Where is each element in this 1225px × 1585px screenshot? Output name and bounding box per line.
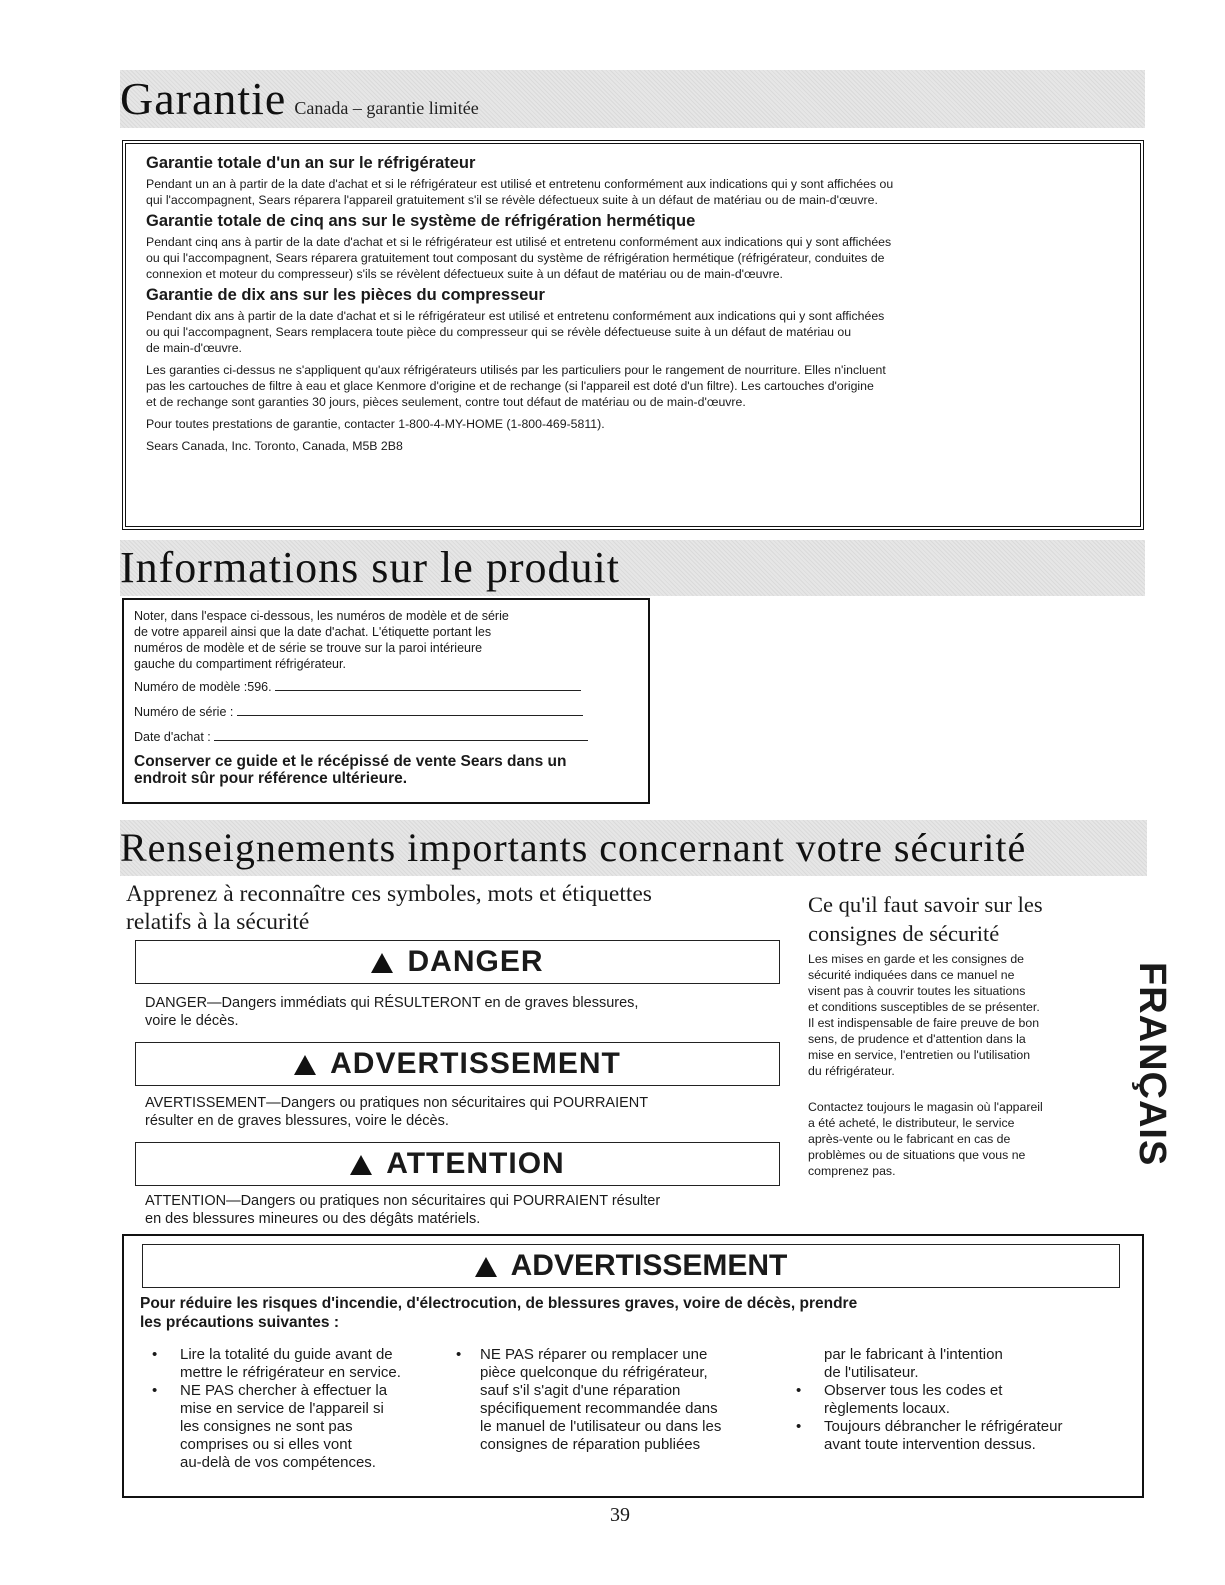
text-line: gauche du compartiment réfrigérateur. bbox=[134, 657, 346, 671]
warning-triangle-icon: ! bbox=[350, 1155, 372, 1175]
text-line: NE PAS chercher à effectuer la bbox=[180, 1382, 388, 1399]
safety-instructions-text-1 bbox=[808, 951, 1128, 1079]
text-line: sens, de prudence et d'attention dans la bbox=[808, 1032, 1026, 1046]
text-line: endroit sûr pour référence ultérieure. bbox=[134, 770, 408, 787]
text-line: règlements locaux. bbox=[824, 1400, 950, 1417]
bullet-icon: • bbox=[796, 1382, 802, 1399]
text-line: consignes de réparation publiées bbox=[480, 1436, 701, 1453]
text-line: visent pas à couvrir toutes les situations bbox=[808, 984, 1026, 998]
safety-banner bbox=[120, 820, 1147, 876]
text-line: de main-d'œuvre. bbox=[146, 341, 242, 355]
keep-guide-note bbox=[134, 753, 640, 787]
safety-banner-title: Renseignements importants concernant votre sécurité bbox=[120, 825, 1027, 870]
text-line: comprenez pas. bbox=[808, 1164, 896, 1178]
text-line: comprises ou si elles vont bbox=[180, 1436, 352, 1453]
warranty-note-exclusions bbox=[146, 362, 1128, 410]
bullet-icon: • bbox=[152, 1382, 158, 1399]
text-line: consignes de sécurité bbox=[808, 921, 1000, 946]
text-line: du réfrigérateur. bbox=[808, 1064, 895, 1078]
danger-signal-box bbox=[135, 940, 780, 984]
text-line: relatifs à la sécurité bbox=[126, 909, 310, 935]
caution-signal-box bbox=[135, 1142, 780, 1186]
text-line: Pendant cinq ans à partir de la date d'achat et si le réfrigérateur est utilisé et entretenu conformément aux indications qui y sont affichées bbox=[146, 235, 892, 249]
bullet-continuation bbox=[824, 1346, 1124, 1382]
text-line: les consignes ne sont pas bbox=[180, 1418, 353, 1435]
text-line: Noter, dans l'espace ci-dessous, les numéros de modèle et de série bbox=[134, 609, 509, 623]
danger-word: DANGER bbox=[407, 945, 544, 978]
caution-word: ATTENTION bbox=[386, 1147, 565, 1180]
bullet-item bbox=[152, 1382, 465, 1472]
warning-signal-box bbox=[135, 1042, 780, 1086]
bottom-warning-box bbox=[122, 1234, 1144, 1498]
warning-word: ADVERTISSEMENT bbox=[330, 1047, 621, 1080]
warranty-text-1 bbox=[146, 176, 1128, 208]
model-number-field[interactable] bbox=[275, 678, 581, 691]
text-line: qui l'accompagnent, Sears réparera l'appareil gratuitement s'il se révèle défectueux suite à un défaut de matériau ou de main-d'œuvre. bbox=[146, 193, 878, 207]
warranty-banner-subtitle: Canada – garantie limitée bbox=[294, 98, 479, 118]
text-line: mettre le réfrigérateur en service. bbox=[180, 1364, 401, 1381]
product-info-banner bbox=[120, 540, 1145, 596]
text-line: et conditions susceptibles de se présenter. bbox=[808, 1000, 1040, 1014]
bottom-warning-lead bbox=[140, 1294, 1130, 1332]
warranty-text-3 bbox=[146, 308, 1128, 356]
bullet-item bbox=[796, 1382, 1124, 1418]
text-line: Ce qu'il faut savoir sur les bbox=[808, 892, 1043, 917]
text-line: Lire la totalité du guide avant de bbox=[180, 1346, 393, 1363]
text-line: a été acheté, le distributeur, le service bbox=[808, 1116, 1015, 1130]
bottom-warning-title-box bbox=[142, 1244, 1120, 1288]
text-line: ou qui l'accompagnent, Sears réparera gratuitement tout composant du système de réfrigération hermétique (réfrigérateur, conduites de bbox=[146, 251, 885, 265]
text-line: avant toute intervention dessus. bbox=[824, 1436, 1036, 1453]
purchase-date-field[interactable] bbox=[214, 728, 588, 741]
text-line: Observer tous les codes et bbox=[824, 1382, 1003, 1399]
text-line: par le fabricant à l'intention bbox=[824, 1346, 1003, 1363]
text-line: au-delà de vos compétences. bbox=[180, 1454, 376, 1471]
text-line: AVERTISSEMENT—Dangers ou pratiques non sécuritaires qui POURRAIENT bbox=[145, 1095, 649, 1111]
text-line: ATTENTION—Dangers ou pratiques non sécuritaires qui POURRAIENT résulter bbox=[145, 1193, 661, 1209]
model-number-label: Numéro de modèle :596. bbox=[134, 680, 272, 694]
warranty-banner-title: Garantie bbox=[120, 73, 287, 124]
serial-number-row bbox=[134, 703, 640, 720]
text-line: résulter en de graves blessures, voire le décès. bbox=[145, 1113, 449, 1129]
bullet-icon: • bbox=[456, 1346, 462, 1363]
product-info-box bbox=[122, 598, 650, 804]
product-info-banner-title: Informations sur le produit bbox=[120, 543, 620, 592]
text-line: NE PAS réparer ou remplacer une bbox=[480, 1346, 708, 1363]
purchase-date-label: Date d'achat : bbox=[134, 730, 211, 744]
safety-instructions-heading bbox=[808, 890, 1128, 948]
warranty-title-2: Garantie totale de cinq ans sur le système de réfrigération hermétique bbox=[146, 212, 696, 230]
text-line: Toujours débrancher le réfrigérateur bbox=[824, 1418, 1063, 1435]
serial-number-field[interactable] bbox=[237, 703, 583, 716]
warranty-box bbox=[122, 140, 1144, 530]
bullet-icon: • bbox=[796, 1418, 802, 1435]
text-line: Apprenez à reconnaître ces symboles, mots et étiquettes bbox=[126, 881, 652, 907]
text-line: problèmes ou de situations que vous ne bbox=[808, 1148, 1026, 1162]
bullet-icon: • bbox=[152, 1346, 158, 1363]
text-line: de votre appareil ainsi que la date d'achat. L'étiquette portant les bbox=[134, 625, 492, 639]
text-line: Pendant dix ans à partir de la date d'achat et si le réfrigérateur est utilisé et entretenu conformément aux indications qui y sont affichées bbox=[146, 309, 885, 323]
page-number: 39 bbox=[610, 1504, 630, 1526]
warranty-banner bbox=[120, 70, 1145, 128]
model-number-row bbox=[134, 678, 640, 695]
warranty-note-contact: Pour toutes prestations de garantie, contacter 1-800-4-MY-HOME (1-800-469-5811). bbox=[146, 417, 605, 431]
text-line: numéros de modèle et de série se trouve sur la paroi intérieure bbox=[134, 641, 483, 655]
text-line: ou qui l'accompagnent, Sears remplacera toute pièce du compresseur qui se révèle défectueuse suite à un défaut de matériau ou bbox=[146, 325, 852, 339]
text-line: et de rechange sont garanties 30 jours, pièces seulement, contre tout défaut de matériau ou de main-d'œuvre. bbox=[146, 395, 746, 409]
bullet-item bbox=[796, 1418, 1124, 1454]
text-line: DANGER—Dangers immédiats qui RÉSULTERONT en de graves blessures, bbox=[145, 995, 639, 1011]
bottom-warning-title: ADVERTISSEMENT bbox=[510, 1249, 788, 1282]
text-line: Conserver ce guide et le récépissé de vente Sears dans un bbox=[134, 753, 567, 770]
text-line: les précautions suivantes : bbox=[140, 1314, 339, 1331]
bullet-item bbox=[152, 1346, 465, 1382]
text-line: Les garanties ci-dessus ne s'appliquent qu'aux réfrigérateurs utilisés par les particuliers pour le rangement de nourriture. Elles n'incluent bbox=[146, 363, 886, 377]
warranty-note-address: Sears Canada, Inc. Toronto, Canada, M5B 2B8 bbox=[146, 439, 403, 453]
text-line: spécifiquement recommandée dans bbox=[480, 1400, 718, 1417]
text-line: sécurité indiquées dans ce manuel ne bbox=[808, 968, 1015, 982]
text-line: après-vente ou le fabricant en cas de bbox=[808, 1132, 1011, 1146]
warranty-title-1: Garantie totale d'un an sur le réfrigérateur bbox=[146, 154, 476, 172]
danger-description bbox=[145, 994, 795, 1030]
warning-triangle-icon: ! bbox=[371, 953, 393, 973]
caution-description bbox=[145, 1192, 795, 1228]
product-info-intro bbox=[134, 608, 640, 672]
safety-symbols-heading bbox=[126, 880, 806, 936]
text-line: Pour réduire les risques d'incendie, d'électrocution, de blessures graves, voire de décès, prendre bbox=[140, 1295, 858, 1312]
text-line: de l'utilisateur. bbox=[824, 1364, 919, 1381]
text-line: Contactez toujours le magasin où l'appareil bbox=[808, 1100, 1043, 1114]
text-line: le manuel de l'utilisateur ou dans les bbox=[480, 1418, 722, 1435]
bullet-item bbox=[456, 1346, 795, 1454]
warning-description bbox=[145, 1094, 795, 1130]
text-line: pièce quelconque du réfrigérateur, bbox=[480, 1364, 708, 1381]
warranty-text-2 bbox=[146, 234, 1128, 282]
warning-triangle-icon: ! bbox=[475, 1257, 497, 1277]
text-line: connexion et moteur du compresseur) s'ils se révèlent défectueux suite à un défaut de matériau ou de main-d'œuvre. bbox=[146, 267, 783, 281]
purchase-date-row bbox=[134, 728, 640, 745]
text-line: mise en service, l'entretien ou l'utilisation bbox=[808, 1048, 1031, 1062]
text-line: sauf s'il s'agit d'une réparation bbox=[480, 1382, 681, 1399]
warranty-title-3: Garantie de dix ans sur les pièces du compresseur bbox=[146, 286, 545, 304]
text-line: Il est indispensable de faire preuve de bon bbox=[808, 1016, 1040, 1030]
text-line: pas les cartouches de filtre à eau et glace Kenmore d'origine et de rechange (si l'appareil est doté d'un filtre). Les cartouches d'origine bbox=[146, 379, 874, 393]
text-line: mise en service de l'appareil si bbox=[180, 1400, 384, 1417]
serial-number-label: Numéro de série : bbox=[134, 705, 234, 719]
text-line: Pendant un an à partir de la date d'achat et si le réfrigérateur est utilisé et entretenu conformément aux indications qui y sont affichées ou bbox=[146, 177, 894, 191]
text-line: voire le décès. bbox=[145, 1013, 239, 1029]
safety-instructions-text-2 bbox=[808, 1099, 1128, 1179]
text-line: en des blessures mineures ou des dégâts matériels. bbox=[145, 1211, 481, 1227]
language-side-tab: FRANÇAIS bbox=[1131, 962, 1173, 1167]
text-line: Les mises en garde et les consignes de bbox=[808, 952, 1025, 966]
warning-triangle-icon: ! bbox=[294, 1055, 316, 1075]
